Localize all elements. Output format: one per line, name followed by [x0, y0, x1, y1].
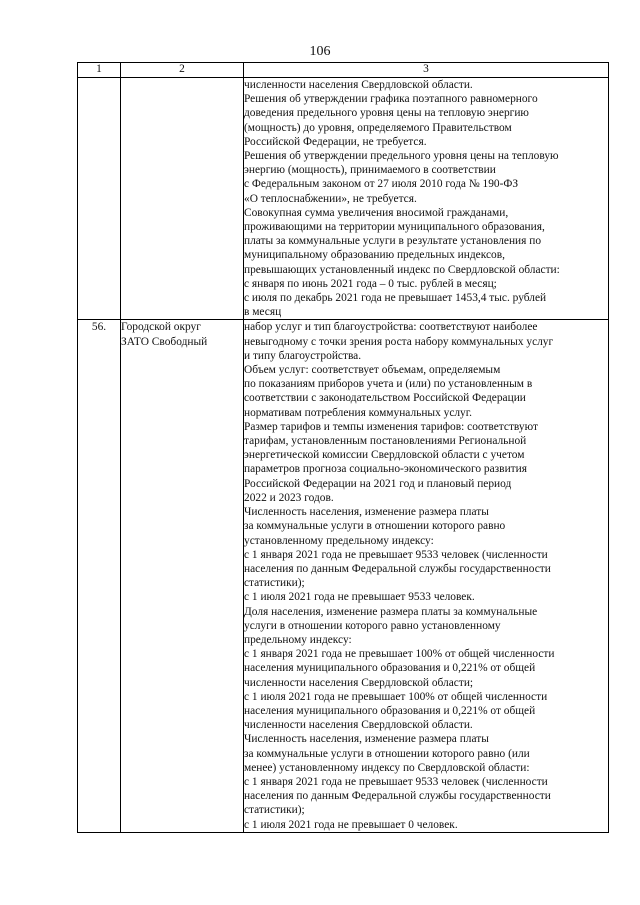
description-line: населения муниципального образования и 0,221% от общей [244, 662, 536, 675]
description-line: с 1 января 2021 года не превышает 9533 человек (численности [244, 548, 548, 561]
description-line: Размер тарифов и темпы изменения тарифов: соответствуют [244, 420, 538, 433]
description-line: превышающих установленный индекс по Свердловской области: [244, 263, 560, 276]
description-line: в месяц [244, 306, 282, 319]
description-line: тарифам, установленным постановлениями Региональной [244, 435, 527, 448]
description-line: с Федеральным законом от 27 июля 2010 года № 190-ФЗ [244, 178, 519, 191]
page-number: 106 [309, 44, 331, 59]
description-line: Доля населения, изменение размера платы за коммунальные [244, 605, 538, 618]
description-line: платы за коммунальные услуги в результате установления по [244, 235, 542, 248]
description-line: установленному предельному индексу: [244, 534, 434, 547]
description-line: «О теплоснабжении», не требуется. [244, 192, 417, 205]
description-cell [244, 320, 609, 832]
municipality-cell [121, 78, 244, 320]
description-line: по показаниям приборов учета и (или) по установленным в [244, 378, 533, 391]
description-line: населения по данным Федеральной службы государственности [244, 790, 551, 803]
description-line: населения по данным Федеральной службы государственности [244, 562, 551, 575]
description-line: с 1 июля 2021 года не превышает 0 человек. [244, 818, 458, 831]
description-line: предельному индексу: [244, 633, 352, 646]
description-line: численности населения Свердловской области. [244, 79, 473, 91]
description-line: Численность населения, изменение размера платы [244, 733, 489, 746]
description-line: с 1 июля 2021 года не превышает 100% от общей численности [244, 690, 548, 703]
description-line: Российской Федерации на 2021 год и плановый период [244, 477, 512, 490]
column-header-3: 3 [244, 63, 609, 78]
description-line: численности населения Свердловской области; [244, 676, 474, 689]
description-line: муниципальному образованию предельных индексов, [244, 249, 505, 262]
description-line: с 1 января 2021 года не превышает 100% от общей численности [244, 648, 555, 661]
row-number: 56. [91, 321, 107, 334]
description-line: Российской Федерации, не требуется. [244, 135, 427, 148]
description-line: с 1 июля 2021 года не превышает 9533 человек. [244, 591, 475, 604]
description-line: численности населения Свердловской области. [244, 719, 473, 732]
municipality-line: Городской округ [121, 321, 201, 334]
description-cell [244, 78, 609, 320]
description-line: Решения об утверждении графика поэтапного равномерного [244, 93, 538, 106]
description-line: Решения об утверждении предельного уровня цены на тепловую [244, 150, 559, 163]
row-number-cell [78, 78, 121, 320]
table-row [78, 320, 609, 832]
description-line: с января по июнь 2021 года – 0 тыс. рублей в месяц; [244, 277, 497, 290]
description-line: с 1 января 2021 года не превышает 9533 человек (численности [244, 775, 548, 788]
description-line: за коммунальные услуги в отношении которого равно (или [244, 747, 530, 760]
description-line: набор услуг и тип благоустройства: соответствуют наиболее [244, 321, 538, 334]
description-line: (мощность) до уровня, определяемого Правительством [244, 121, 512, 134]
description-line: доведения предельного уровня цены на тепловую энергию [244, 107, 529, 120]
description-line: 2022 и 2023 годов. [244, 491, 334, 504]
row-number-cell [78, 320, 121, 832]
description-line: нормативам потребления коммунальных услуг. [244, 406, 472, 419]
municipality-line: ЗАТО Свободный [121, 335, 208, 348]
description-line: энергетической комиссии Свердловской области с учетом [244, 449, 525, 462]
description-line: Совокупная сумма увеличения вносимой гражданами, [244, 206, 509, 219]
column-header-1: 1 [78, 63, 121, 78]
municipality-cell [121, 320, 244, 832]
description-line: статистики); [244, 804, 305, 817]
description-line: населения муниципального образования и 0,221% от общей [244, 704, 536, 717]
description-line: Численность населения, изменение размера платы [244, 506, 489, 519]
description-line: Объем услуг: соответствует объемам, определяемым [244, 364, 501, 377]
description-line: с июля по декабрь 2021 года не превышает 1453,4 тыс. рублей [244, 292, 547, 305]
description-line: статистики); [244, 577, 305, 590]
description-line: соответствии с законодательством Российской Федерации [244, 392, 526, 405]
description-line: энергию (мощность), принимаемого в соответствии [244, 164, 496, 177]
description-line: проживающими на территории муниципального образования, [244, 221, 545, 234]
description-line: менее) установленному индексу по Свердловской области: [244, 761, 530, 774]
table-row [78, 78, 609, 320]
description-line: невыгодному с точки зрения роста набору коммунальных услуг [244, 335, 554, 348]
description-line: услуги в отношении которого равно установленному [244, 619, 501, 632]
description-line: за коммунальные услуги в отношении которого равно [244, 520, 506, 533]
document-table [77, 62, 609, 833]
column-header-2: 2 [121, 63, 244, 78]
table-header-row [78, 63, 609, 78]
description-line: и типу благоустройства. [244, 349, 362, 362]
description-line: параметров прогноза социально-экономического развития [244, 463, 527, 476]
